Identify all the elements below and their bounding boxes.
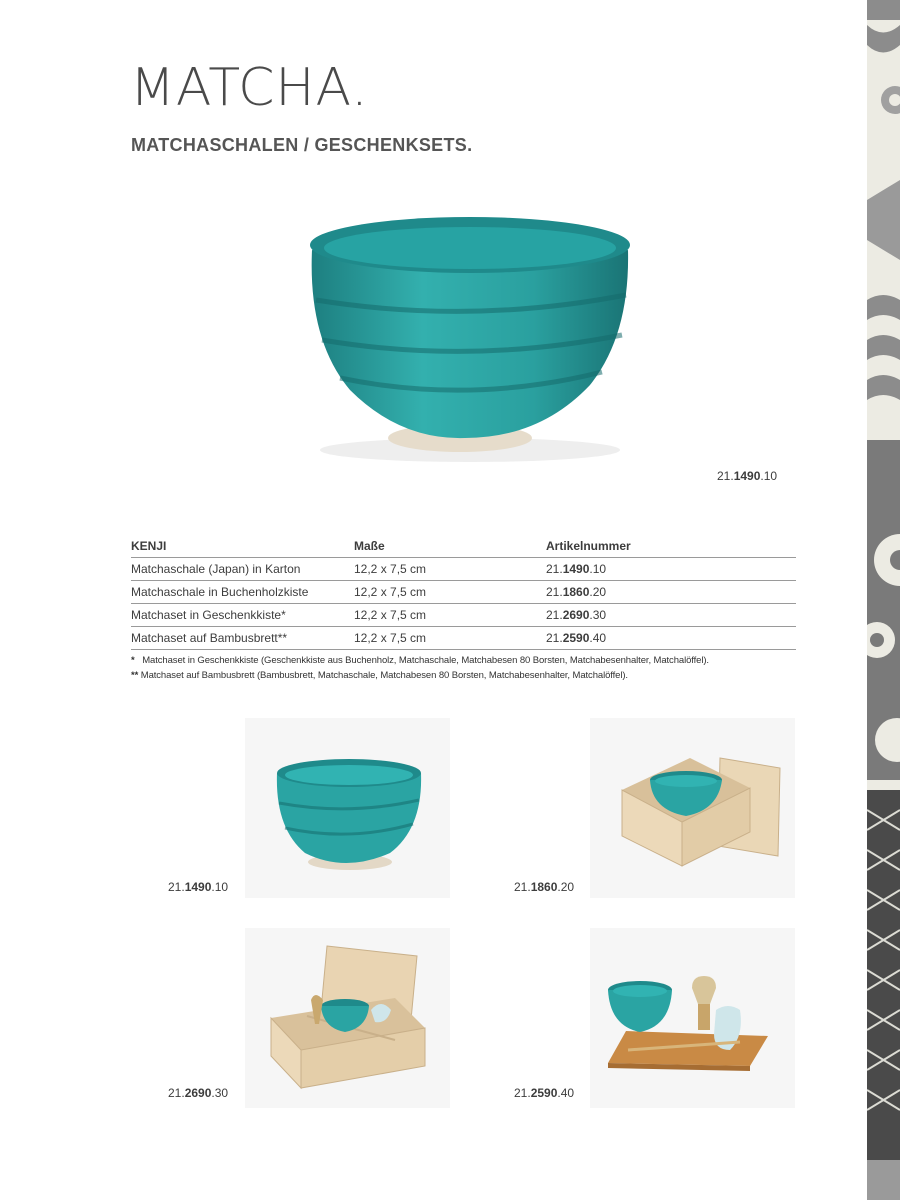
row-article: 21.2590.40 bbox=[546, 627, 796, 650]
row-name: Matchaset in Geschenkkiste* bbox=[131, 604, 354, 627]
product-code-2: 21.1860.20 bbox=[514, 880, 575, 894]
row-size: 12,2 x 7,5 cm bbox=[354, 581, 546, 604]
product-code-3: 21.2690.30 bbox=[168, 1086, 229, 1100]
footnote-1: * Matchaset in Geschenkkiste (Geschenkkiste aus Buchenholz, Matchaschale, Matchabesen 80 Borsten, Matchabesenhalter, Matchalöffel). bbox=[131, 655, 709, 666]
hero-article-number: 21.1490.10 bbox=[717, 469, 778, 483]
row-article: 21.1860.20 bbox=[546, 581, 796, 604]
row-size: 12,2 x 7,5 cm bbox=[354, 627, 546, 650]
row-size: 12,2 x 7,5 cm bbox=[354, 604, 546, 627]
product-image-gift-box bbox=[245, 928, 450, 1108]
page-title: MATCHA. bbox=[130, 58, 369, 118]
table-row bbox=[131, 558, 796, 581]
row-name: Matchaset auf Bambusbrett** bbox=[131, 627, 354, 650]
product-image-wooden-box bbox=[590, 718, 795, 898]
footnote-2: ** Matchaset auf Bambusbrett (Bambusbrett, Matchaschale, Matchabesen 80 Borsten, Matchabesenhalter, Matchalöffel). bbox=[131, 670, 628, 681]
product-image-bowl bbox=[245, 718, 450, 898]
row-name: Matchaschale (Japan) in Karton bbox=[131, 558, 354, 581]
hero-bowl-image bbox=[290, 200, 640, 470]
header-name: KENJI bbox=[131, 535, 354, 558]
row-article: 21.1490.10 bbox=[546, 558, 796, 581]
table-header-row bbox=[131, 535, 796, 558]
row-size: 12,2 x 7,5 cm bbox=[354, 558, 546, 581]
table-row bbox=[131, 627, 796, 650]
row-article: 21.2690.30 bbox=[546, 604, 796, 627]
side-pattern bbox=[867, 0, 900, 1200]
row-name: Matchaschale in Buchenholzkiste bbox=[131, 581, 354, 604]
header-article: Artikelnummer bbox=[546, 535, 796, 558]
table-row bbox=[131, 581, 796, 604]
header-size: Maße bbox=[354, 535, 546, 558]
product-code-4: 21.2590.40 bbox=[514, 1086, 575, 1100]
page-subtitle: MATCHASCHALEN / GESCHENKSETS. bbox=[131, 135, 473, 155]
product-image-bamboo-board bbox=[590, 928, 795, 1108]
spec-table bbox=[131, 535, 796, 650]
product-code-1: 21.1490.10 bbox=[168, 880, 229, 894]
table-row bbox=[131, 604, 796, 627]
